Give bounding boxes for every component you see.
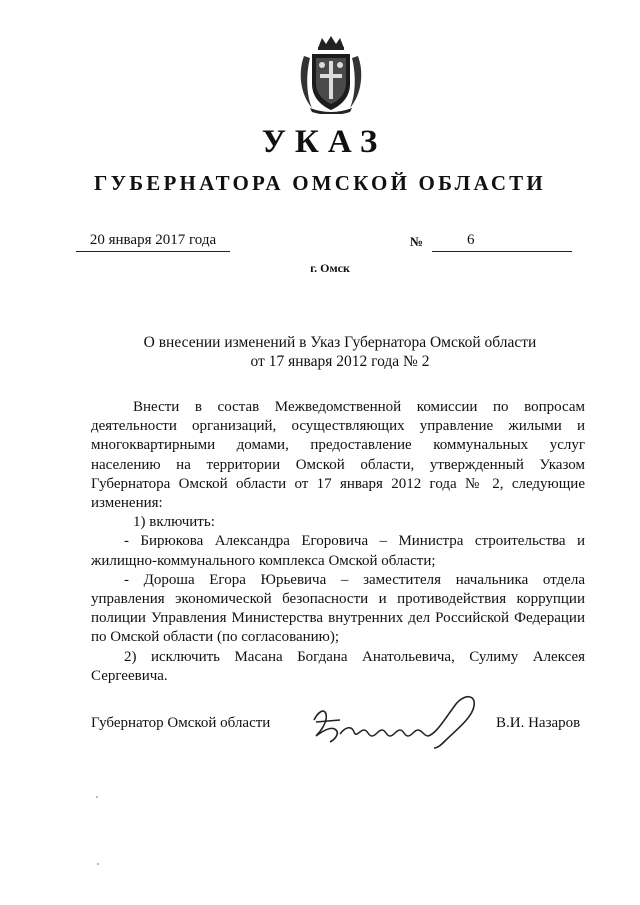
scan-speck bbox=[96, 796, 98, 798]
city-label: г. Омск bbox=[310, 261, 350, 275]
body-item-2: 2) исключить Масана Богдана Анатольевича, Сулиму Алексея Сергеевича. bbox=[91, 648, 585, 684]
number-label: № bbox=[410, 234, 424, 249]
coat-of-arms-icon bbox=[296, 34, 366, 114]
body-item-1: 1) включить: bbox=[133, 514, 215, 531]
subject-line-2: от 17 января 2012 года № 2 bbox=[250, 353, 430, 370]
body-item-1b: - Дороша Егора Юрьевича – заместителя начальника отдела управления экономической безопасности и противодействия коррупции полиции Управления Министерства внутренних дел Российской Федерации по Омской области (по согласованию); bbox=[91, 571, 585, 646]
handwritten-signature bbox=[306, 690, 486, 750]
document-date: 20 января 2017 года bbox=[76, 232, 230, 252]
document-number: 6 bbox=[432, 232, 572, 252]
document-subject bbox=[0, 333, 640, 371]
signatory-name: В.И. Назаров bbox=[496, 715, 581, 731]
issuer-title: ГУБЕРНАТОРА ОМСКОЙ ОБЛАСТИ bbox=[94, 171, 546, 195]
body-item-1a: - Бирюкова Александра Егоровича – Министра строительства и жилищно-коммунального комплекса Омской области; bbox=[91, 533, 585, 569]
document-body bbox=[91, 398, 585, 686]
body-intro-paragraph: Внести в состав Межведомственной комиссии по вопросам деятельности организаций, осуществляющих управление жилыми и многоквартирными домами, предоставление коммунальных услуг населению на территории Омской области, утвержденный Указом Губернатора Омской области от 17 января 2012 года № 2, следующие изменения: bbox=[91, 399, 585, 512]
document-type-title: УКАЗ bbox=[261, 124, 387, 160]
subject-line-1: О внесении изменений в Указ Губернатора Омской области bbox=[143, 334, 537, 351]
scan-speck bbox=[97, 863, 99, 865]
signatory-role: Губернатор Омской области bbox=[91, 715, 271, 731]
